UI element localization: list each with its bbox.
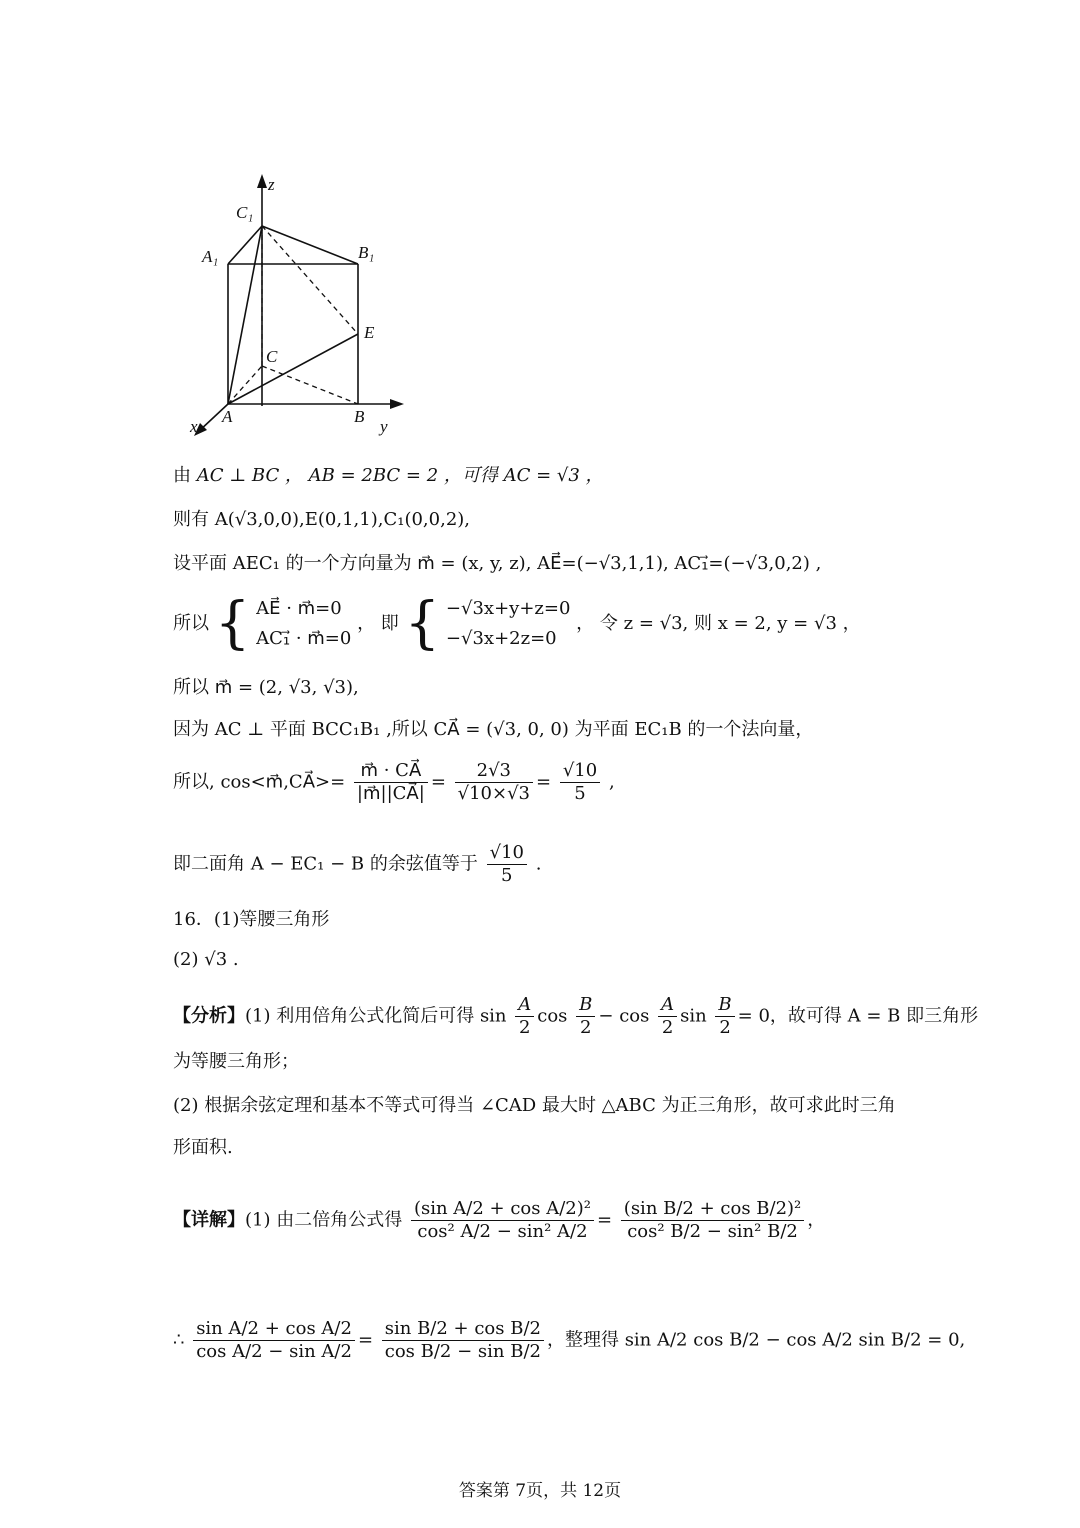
numerator: A bbox=[515, 994, 534, 1017]
denominator: 2 bbox=[519, 1017, 531, 1038]
line-6: 因为 AC ⊥ 平面 BCC₁B₁ ,所以 CA⃗ = (√3, 0, 0) 为平面 EC₁B 的一个法向量， bbox=[173, 719, 814, 740]
text: cos bbox=[537, 1005, 568, 1027]
text: sin bbox=[680, 1005, 707, 1027]
label-e: E bbox=[364, 323, 375, 342]
denominator: 5 bbox=[501, 865, 513, 886]
text: ， bbox=[807, 1209, 826, 1231]
text: 即二面角 A − EC₁ − B 的余弦值等于 bbox=[173, 853, 478, 875]
text: = bbox=[357, 1329, 374, 1351]
eq: AC₁⃗ · m⃗=0 bbox=[256, 628, 352, 649]
fraction bbox=[715, 994, 734, 1039]
numerator: (sin B/2 + cos B/2)² bbox=[621, 1198, 804, 1221]
line-2: 则有 A(√3,0,0),E(0,1,1),C₁(0,0,2), bbox=[173, 509, 471, 530]
text: = bbox=[596, 1209, 613, 1231]
label-c: C bbox=[266, 347, 278, 366]
fraction bbox=[560, 760, 600, 805]
label-x: x bbox=[190, 417, 198, 436]
text: (1) 由二倍角公式得 bbox=[245, 1209, 403, 1231]
eq: −√3x+2z=0 bbox=[445, 628, 557, 649]
denominator: 2 bbox=[580, 1017, 592, 1038]
system-2 bbox=[446, 594, 571, 654]
text: , bbox=[608, 771, 615, 793]
denominator: cos² B/2 − sin² B/2 bbox=[627, 1221, 798, 1242]
fraction bbox=[487, 842, 527, 887]
prism-figure bbox=[180, 170, 410, 440]
numerator: √10 bbox=[560, 760, 600, 783]
math-text: AC ⊥ BC ， AB = 2BC = 2 ，可得 AC = √3 ， bbox=[196, 465, 604, 486]
denominator: 2 bbox=[719, 1017, 731, 1038]
label-a1: A₁ bbox=[202, 247, 219, 266]
label-b1: B₁ bbox=[358, 243, 375, 262]
text: ∴ bbox=[173, 1329, 185, 1351]
text: ，整理得 sin A/2 cos B/2 − cos A/2 sin B/2 = 0, bbox=[546, 1329, 966, 1351]
denominator: √10×√3 bbox=[457, 783, 531, 804]
text: . bbox=[535, 853, 542, 875]
numerator: B bbox=[715, 994, 734, 1017]
text: − cos bbox=[598, 1005, 650, 1027]
fraction bbox=[411, 1198, 594, 1243]
numerator: sin A/2 + cos A/2 bbox=[193, 1318, 355, 1341]
numerator: √10 bbox=[487, 842, 527, 865]
fraction bbox=[382, 1318, 544, 1363]
text: 由 bbox=[173, 465, 197, 486]
system-1 bbox=[256, 594, 351, 654]
label-y: y bbox=[380, 417, 388, 436]
eq: AE⃗ · m⃗=0 bbox=[256, 598, 342, 619]
text: ， 即 bbox=[357, 613, 399, 634]
analysis-tag: 【分析】 bbox=[173, 1005, 245, 1027]
line-10: (2) √3 . bbox=[173, 949, 239, 970]
detail-line-1 bbox=[173, 1198, 825, 1243]
numerator: m⃗ · CA⃗ bbox=[354, 760, 428, 783]
brace: { bbox=[214, 591, 251, 656]
line-5: 所以 m⃗ = (2, √3, √3), bbox=[173, 677, 359, 698]
fraction bbox=[576, 994, 595, 1039]
line-1 bbox=[173, 464, 604, 488]
text: 所以 bbox=[173, 613, 209, 634]
fraction bbox=[515, 994, 534, 1039]
fraction bbox=[621, 1198, 804, 1243]
text: = 0，故可得 A = B 即三角形 bbox=[737, 1005, 979, 1027]
fraction bbox=[354, 760, 428, 805]
numerator: 2√3 bbox=[455, 760, 533, 783]
fraction bbox=[193, 1318, 355, 1363]
denominator: cos² A/2 − sin² A/2 bbox=[417, 1221, 588, 1242]
text: (1) 利用倍角公式化简后可得 sin bbox=[245, 1005, 507, 1027]
line-3: 设平面 AEC₁ 的一个方向量为 m⃗ = (x, y, z), AE⃗=(−√3,1,1), AC₁⃗=(−√3,0,2) , bbox=[173, 553, 822, 574]
text: ， 令 z = √3, 则 x = 2, y = √3 ， bbox=[576, 613, 861, 634]
analysis-line-4: 形面积. bbox=[173, 1137, 233, 1158]
label-b: B bbox=[354, 407, 365, 426]
fraction bbox=[658, 994, 677, 1039]
line-9: 16．(1)等腰三角形 bbox=[173, 909, 330, 930]
detail-line-2 bbox=[173, 1318, 965, 1363]
label-z: z bbox=[268, 175, 275, 194]
numerator: (sin A/2 + cos A/2)² bbox=[411, 1198, 594, 1221]
line-8 bbox=[173, 842, 541, 887]
label-c1: C₁ bbox=[236, 203, 254, 222]
denominator: cos B/2 − sin B/2 bbox=[384, 1341, 541, 1362]
denominator: 2 bbox=[661, 1017, 674, 1038]
numerator: sin B/2 + cos B/2 bbox=[382, 1318, 544, 1341]
eq: −√3x+y+z=0 bbox=[445, 598, 571, 619]
line-7: 所以, cos<m⃗,CA⃗>= $\frac{m⃗ \cdot CA⃗}{|m⃗||CA⃗|}$ = $\frac{2√3}{√10\times√3}$ = $\frac{√10}{5}$ , bbox=[173, 760, 615, 804]
numerator: A bbox=[658, 994, 677, 1017]
denominator: 5 bbox=[574, 783, 586, 804]
analysis-line-3: (2) 根据余弦定理和基本不等式可得当 ∠CAD 最大时 △ABC 为正三角形，故可求此时三角 bbox=[173, 1095, 896, 1116]
denominator: cos A/2 − sin A/2 bbox=[196, 1341, 352, 1362]
analysis-line-1 bbox=[173, 994, 978, 1039]
denominator: |m⃗||CA⃗| bbox=[356, 783, 425, 804]
text: 所以, cos<m⃗,CA⃗>= bbox=[173, 771, 346, 793]
detail-tag: 【详解】 bbox=[173, 1209, 245, 1231]
brace: { bbox=[404, 591, 441, 656]
line-4 bbox=[173, 591, 861, 656]
page-footer: 答案第 7页，共 12页 bbox=[458, 1481, 622, 1501]
numerator: B bbox=[576, 994, 595, 1017]
label-a: A bbox=[222, 407, 233, 426]
analysis-line-2: 为等腰三角形； bbox=[173, 1051, 299, 1072]
fraction bbox=[455, 760, 533, 805]
